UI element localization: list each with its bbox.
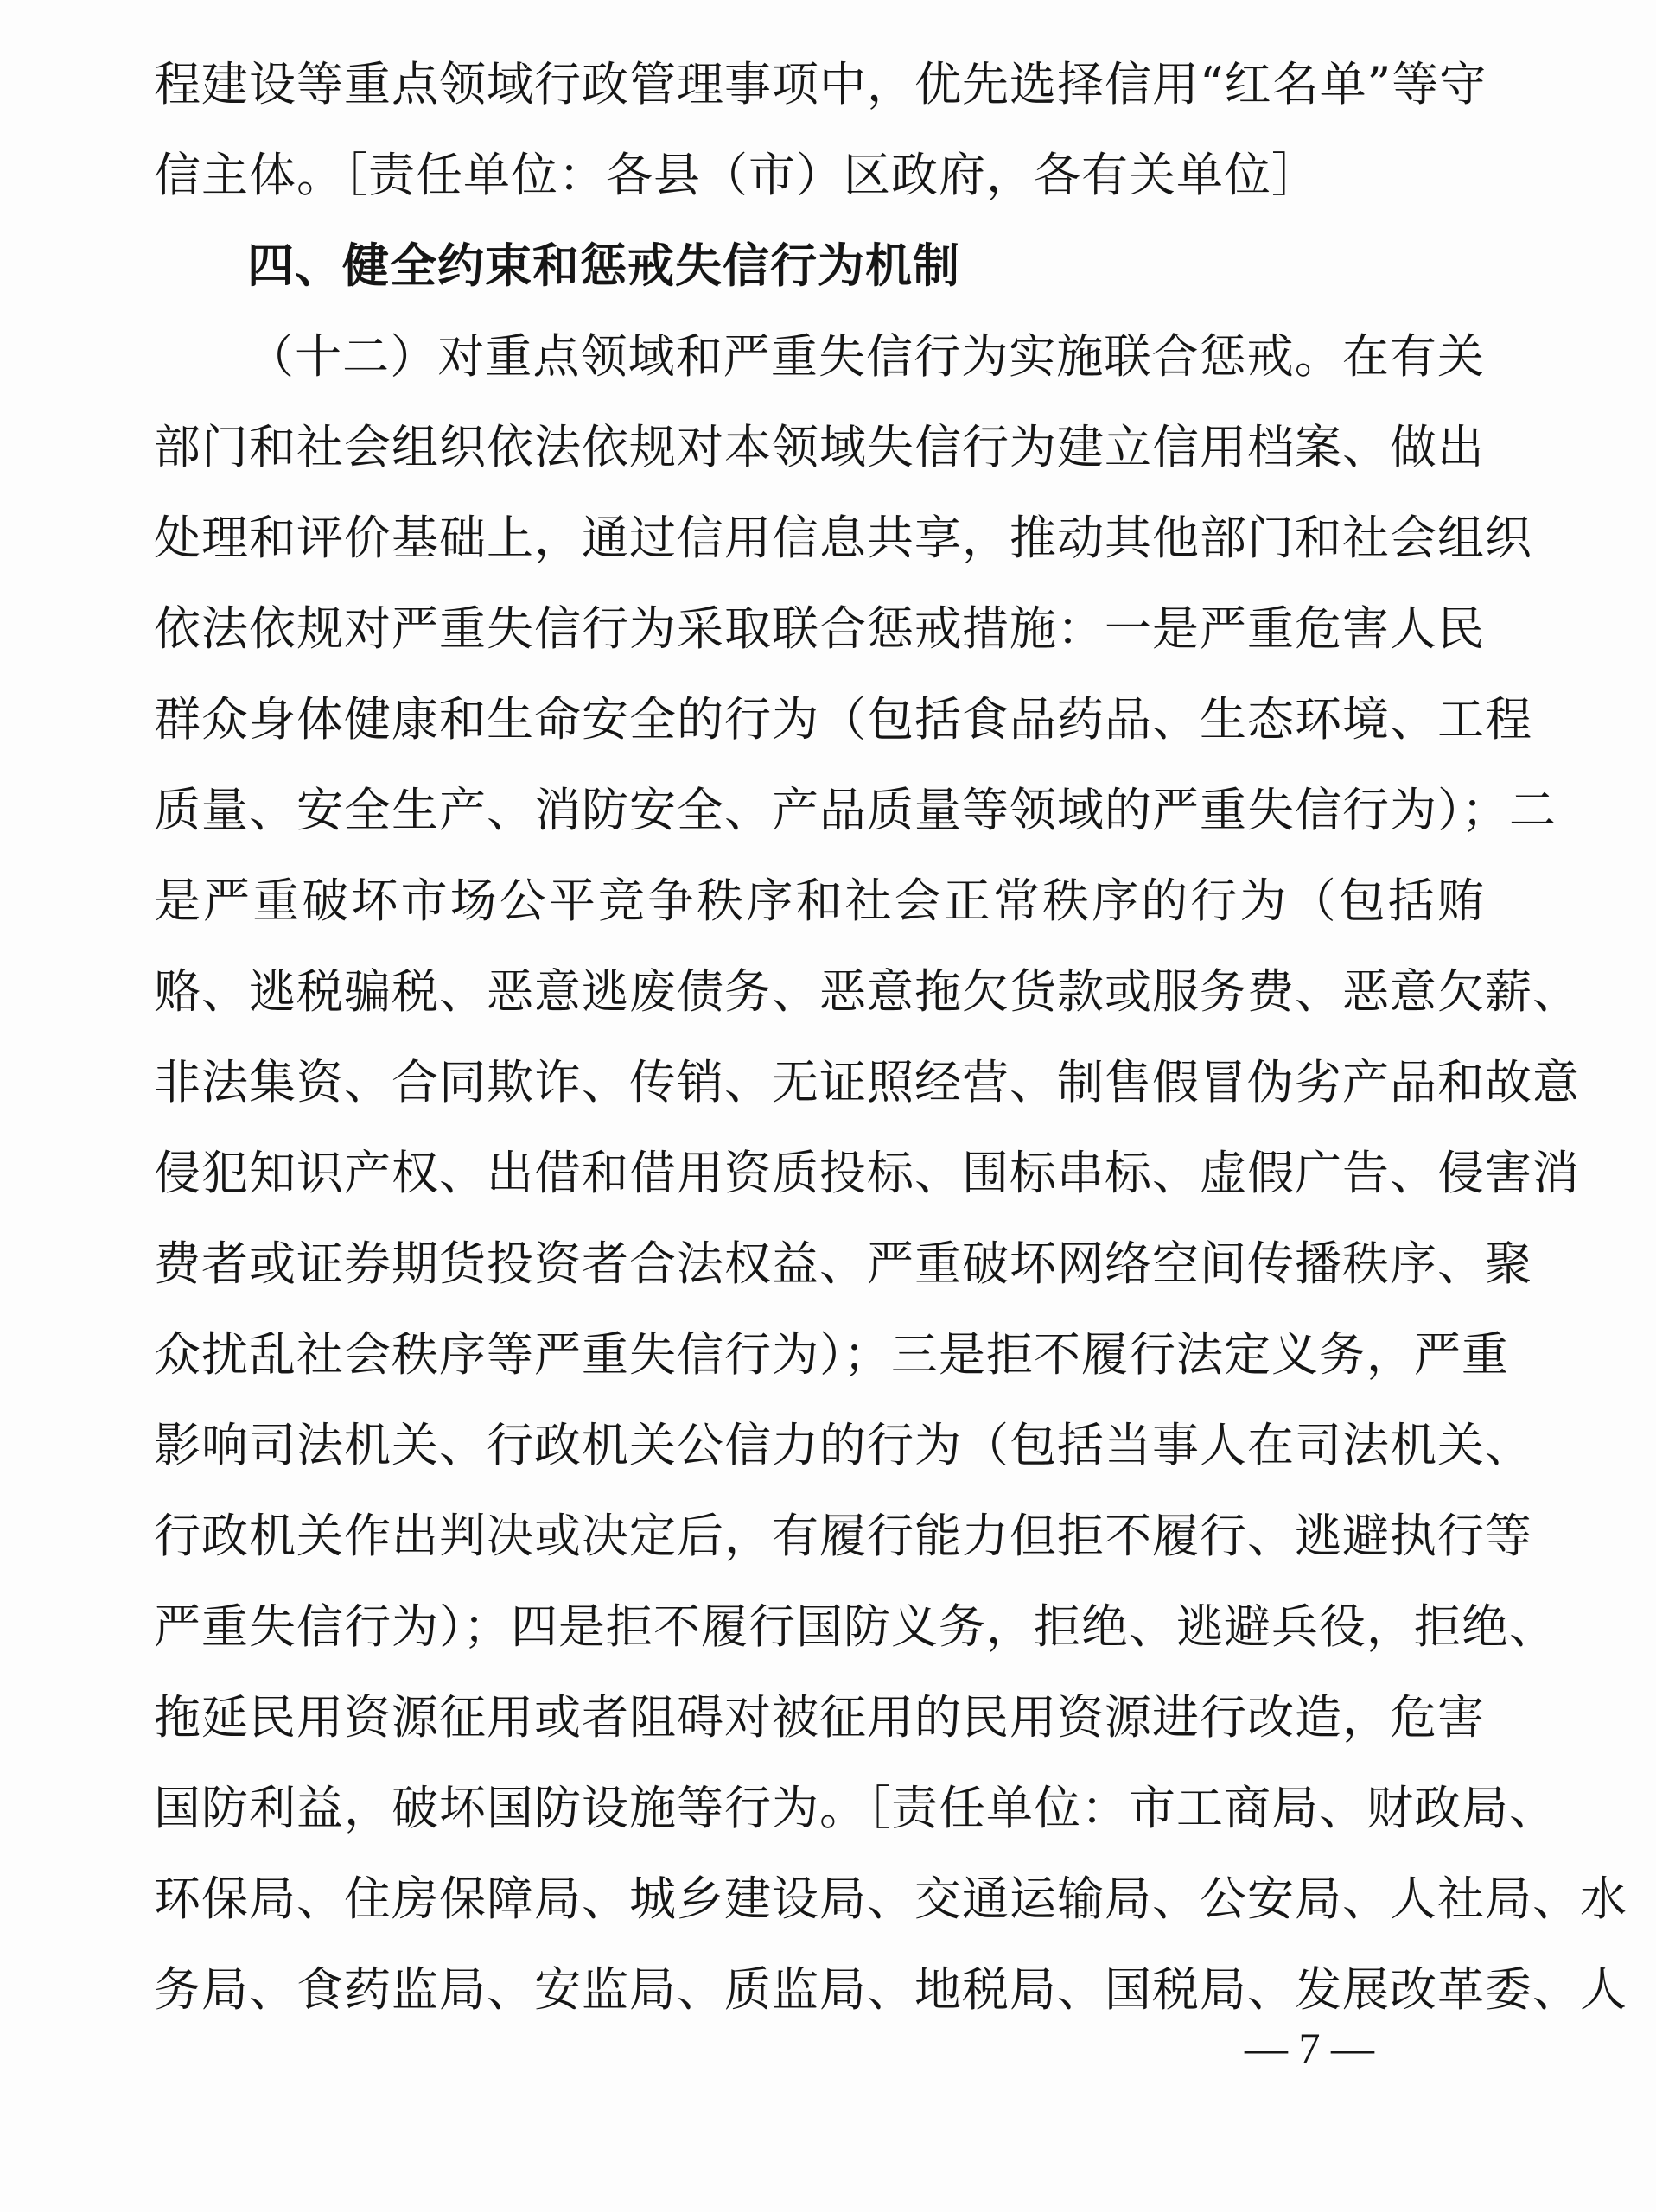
text-line: 质量、安全生产、消防安全、产品质量等领域的严重失信行为）；二	[154, 783, 1557, 837]
page-number: — 7 —	[1245, 2024, 1374, 2072]
text-line: 众扰乱社会秩序等严重失信行为）；三是拒不履行法定义务，严重	[154, 1327, 1509, 1382]
text-line: 部门和社会组织依法依规对本领域失信行为建立信用档案、做出	[154, 420, 1485, 474]
text-line: 国防利益，破坏国防设施等行为。［责任单位：市工商局、财政局、	[154, 1781, 1557, 1835]
text-line: 严重失信行为）；四是拒不履行国防义务，拒绝、逃避兵役，拒绝、	[154, 1599, 1557, 1654]
text-line: 环保局、住房保障局、城乡建设局、交通运输局、公安局、人社局、水	[154, 1872, 1627, 1926]
paragraph-start-line: （十二）对重点领域和严重失信行为实施联合惩戒。在有关	[247, 329, 1485, 384]
text-line: 依法依规对严重失信行为采取联合惩戒措施：一是严重危害人民	[154, 601, 1485, 656]
text-line: 非法集资、合同欺诈、传销、无证照经营、制售假冒伪劣产品和故意	[154, 1055, 1580, 1109]
text-line: 费者或证券期货投资者合法权益、严重破坏网络空间传播秩序、聚	[154, 1236, 1532, 1291]
text-line: 是严重破坏市场公平竞争秩序和社会正常秩序的行为（包括贿	[154, 874, 1485, 928]
text-line: 拖延民用资源征用或者阻碍对被征用的民用资源进行改造，危害	[154, 1690, 1485, 1745]
text-line: 赂、逃税骗税、恶意逃废债务、恶意拖欠货款或服务费、恶意欠薪、	[154, 964, 1580, 1019]
text-line: 侵犯知识产权、出借和借用资质投标、围标串标、虚假广告、侵害消	[154, 1146, 1580, 1200]
text-line: 行政机关作出判决或决定后，有履行能力但拒不履行、逃避执行等	[154, 1509, 1532, 1563]
text-line: 务局、食药监局、安监局、质监局、地税局、国税局、发展改革委、人	[154, 1962, 1627, 2017]
text-line: 信主体。［责任单位：各县（市）区政府，各有关单位］	[154, 148, 1319, 202]
body-text	[154, 39, 1627, 2035]
text-line: 处理和评价基础上，通过信用信息共享，推动其他部门和社会组织	[154, 511, 1532, 565]
text-line: 影响司法机关、行政机关公信力的行为（包括当事人在司法机关、	[154, 1418, 1532, 1472]
text-line: 程建设等重点领域行政管理事项中，优先选择信用“红名单”等守	[154, 57, 1487, 111]
section-heading: 四、健全约束和惩戒失信行为机制	[247, 238, 960, 293]
text-line: 群众身体健康和生命安全的行为（包括食品药品、生态环境、工程	[154, 692, 1532, 747]
